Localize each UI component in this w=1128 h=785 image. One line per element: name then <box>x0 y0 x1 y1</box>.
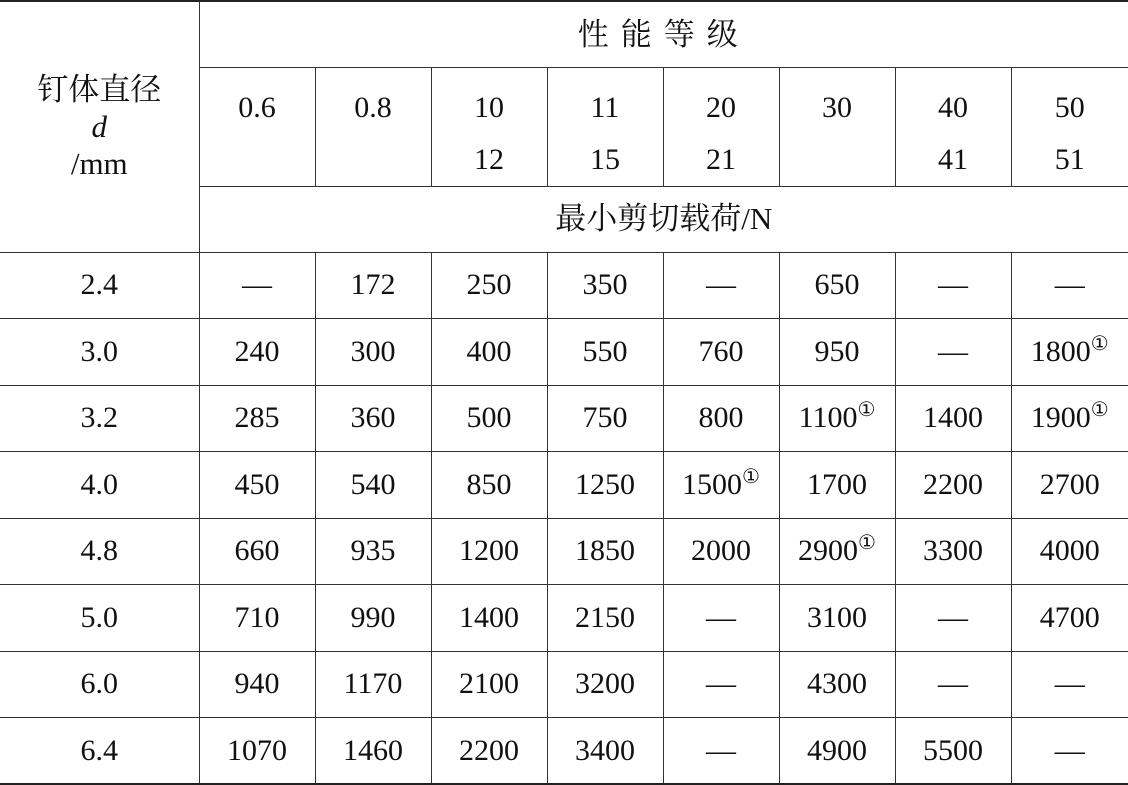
load-cell <box>1011 518 1128 585</box>
load-value: — <box>938 667 968 700</box>
load-cell <box>895 385 1011 452</box>
row-header-symbol: d <box>0 108 199 145</box>
load-value: 285 <box>235 401 280 434</box>
load-cell <box>663 651 779 718</box>
diameter-cell: 3.0 <box>0 319 199 386</box>
load-cell <box>663 452 779 519</box>
load-value: 500 <box>467 401 512 434</box>
load-cell <box>895 651 1011 718</box>
load-value: 3300 <box>923 534 983 567</box>
grade-value: 11 <box>548 82 663 134</box>
grade-value: 40 <box>896 82 1011 134</box>
load-cell <box>779 452 895 519</box>
grade-value: 0.8 <box>316 82 431 134</box>
load-cell <box>663 385 779 452</box>
load-value: 1400 <box>459 601 519 634</box>
load-value: 1850 <box>575 534 635 567</box>
load-cell <box>547 585 663 652</box>
diameter-cell: 6.4 <box>0 718 199 785</box>
load-value: 350 <box>583 268 628 301</box>
load-value: 1700 <box>807 468 867 501</box>
footnote-marker: ① <box>857 399 875 421</box>
footnote-marker: ① <box>858 532 876 554</box>
load-value: 850 <box>467 468 512 501</box>
diameter-cell: 5.0 <box>0 585 199 652</box>
load-cell <box>895 518 1011 585</box>
load-cell <box>1011 452 1128 519</box>
load-value: 4700 <box>1040 601 1100 634</box>
load-cell <box>547 385 663 452</box>
load-value: 250 <box>467 268 512 301</box>
min-shear-load-heading: 最小剪切载荷/N <box>199 186 1128 252</box>
load-cell <box>663 585 779 652</box>
grade-column-header <box>895 67 1011 186</box>
load-cell <box>1011 585 1128 652</box>
load-cell <box>431 319 547 386</box>
table-row <box>0 452 1128 519</box>
load-cell <box>779 319 895 386</box>
load-value: 1400 <box>923 401 983 434</box>
load-value: 2200 <box>923 468 983 501</box>
load-value: 1170 <box>344 667 403 700</box>
load-value: — <box>938 268 968 301</box>
row-header-diameter <box>0 1 199 252</box>
load-cell <box>663 518 779 585</box>
load-value: 3100 <box>807 601 867 634</box>
load-value: 3200 <box>575 667 635 700</box>
load-cell <box>779 518 895 585</box>
load-value: 950 <box>815 335 860 368</box>
load-cell <box>547 252 663 319</box>
load-cell <box>315 718 431 785</box>
footnote-marker: ① <box>1091 333 1109 355</box>
load-value: — <box>706 734 736 767</box>
grade-value: 50 <box>1012 82 1128 134</box>
load-cell <box>547 718 663 785</box>
load-value: 650 <box>815 268 860 301</box>
load-cell <box>663 252 779 319</box>
load-cell <box>431 651 547 718</box>
load-value: 1900 <box>1031 401 1091 434</box>
grade-column-header <box>431 67 547 186</box>
load-cell <box>1011 385 1128 452</box>
load-cell <box>779 718 895 785</box>
table-row <box>0 385 1128 452</box>
grade-column-header <box>315 67 431 186</box>
load-value: 750 <box>583 401 628 434</box>
load-cell <box>315 651 431 718</box>
load-value: — <box>938 335 968 368</box>
load-cell <box>431 385 547 452</box>
table-row <box>0 319 1128 386</box>
load-value: 1460 <box>343 734 403 767</box>
row-header-label: 钉体直径 <box>0 71 199 108</box>
load-value: — <box>938 601 968 634</box>
load-cell <box>315 252 431 319</box>
grade-column-header <box>663 67 779 186</box>
load-cell <box>547 452 663 519</box>
load-value: 990 <box>351 601 396 634</box>
load-value: 935 <box>351 534 396 567</box>
load-value: 1500 <box>682 468 742 501</box>
load-value: 2200 <box>459 734 519 767</box>
grade-value-alt: 15 <box>548 134 663 186</box>
grade-value: 20 <box>664 82 779 134</box>
load-cell <box>315 385 431 452</box>
load-cell <box>547 319 663 386</box>
diameter-cell: 4.0 <box>0 452 199 519</box>
load-cell <box>663 718 779 785</box>
load-value: 2000 <box>691 534 751 567</box>
load-cell <box>895 319 1011 386</box>
load-cell <box>779 252 895 319</box>
load-value: 540 <box>351 468 396 501</box>
grade-column-header <box>1011 67 1128 186</box>
grade-value: 10 <box>432 82 547 134</box>
diameter-cell: 4.8 <box>0 518 199 585</box>
load-cell <box>779 585 895 652</box>
load-cell <box>315 319 431 386</box>
load-cell <box>1011 651 1128 718</box>
load-cell <box>199 252 315 319</box>
load-value: 3400 <box>575 734 635 767</box>
load-value: 2900 <box>798 534 858 567</box>
grade-value-alt: 51 <box>1012 134 1128 186</box>
load-value: 360 <box>351 401 396 434</box>
load-value: 550 <box>583 335 628 368</box>
load-value: 4900 <box>807 734 867 767</box>
load-cell <box>1011 319 1128 386</box>
load-cell <box>431 452 547 519</box>
diameter-cell: 3.2 <box>0 385 199 452</box>
load-cell <box>895 585 1011 652</box>
grade-value-alt: 12 <box>432 134 547 186</box>
load-value: 2700 <box>1040 468 1100 501</box>
load-cell <box>199 452 315 519</box>
load-cell <box>199 718 315 785</box>
load-cell <box>315 518 431 585</box>
load-value: 940 <box>235 667 280 700</box>
load-cell <box>315 585 431 652</box>
table-row <box>0 252 1128 319</box>
grade-value: 0.6 <box>200 82 315 134</box>
load-value: 800 <box>699 401 744 434</box>
load-value: — <box>1055 734 1085 767</box>
load-value: — <box>706 601 736 634</box>
load-cell <box>1011 718 1128 785</box>
load-value: 1250 <box>575 468 635 501</box>
load-value: 660 <box>235 534 280 567</box>
load-cell <box>431 718 547 785</box>
load-cell <box>199 585 315 652</box>
load-cell <box>431 252 547 319</box>
load-cell <box>199 385 315 452</box>
performance-grade-heading: 性能等级 <box>199 1 1128 67</box>
table-row <box>0 718 1128 785</box>
load-value: 2100 <box>459 667 519 700</box>
load-value: 2150 <box>575 601 635 634</box>
footnote-marker: ① <box>742 466 760 488</box>
load-cell <box>431 585 547 652</box>
load-value: — <box>706 667 736 700</box>
grade-value-alt: 41 <box>896 134 1011 186</box>
load-value: 760 <box>699 335 744 368</box>
load-cell <box>779 651 895 718</box>
load-value: 1800 <box>1031 335 1091 368</box>
load-cell <box>895 452 1011 519</box>
load-cell <box>199 319 315 386</box>
load-cell <box>895 252 1011 319</box>
load-cell <box>431 518 547 585</box>
diameter-cell: 6.0 <box>0 651 199 718</box>
load-value: 4300 <box>807 667 867 700</box>
load-value: 240 <box>235 335 280 368</box>
grade-column-header <box>547 67 663 186</box>
load-value: 300 <box>351 335 396 368</box>
load-value: 172 <box>351 268 396 301</box>
load-cell <box>547 651 663 718</box>
table-row <box>0 518 1128 585</box>
load-value: 400 <box>467 335 512 368</box>
table-row <box>0 585 1128 652</box>
load-cell <box>315 452 431 519</box>
load-value: 1100 <box>799 401 858 434</box>
grade-column-header <box>779 67 895 186</box>
load-value: 1070 <box>227 734 287 767</box>
load-value: — <box>1055 268 1085 301</box>
load-cell <box>199 518 315 585</box>
load-cell <box>199 651 315 718</box>
diameter-cell: 2.4 <box>0 252 199 319</box>
row-header-unit: /mm <box>0 145 199 182</box>
load-value: — <box>1055 667 1085 700</box>
load-value: 5500 <box>923 734 983 767</box>
load-value: 1200 <box>459 534 519 567</box>
load-cell <box>663 319 779 386</box>
table-row <box>0 651 1128 718</box>
load-cell <box>779 385 895 452</box>
load-value: — <box>242 268 272 301</box>
footnote-marker: ① <box>1091 399 1109 421</box>
load-value: 4000 <box>1040 534 1100 567</box>
grade-value: 30 <box>780 82 895 134</box>
load-cell <box>547 518 663 585</box>
load-value: 710 <box>235 601 280 634</box>
load-cell <box>895 718 1011 785</box>
load-value: 450 <box>235 468 280 501</box>
load-value: — <box>706 268 736 301</box>
grade-value-alt: 21 <box>664 134 779 186</box>
grade-column-header <box>199 67 315 186</box>
load-cell <box>1011 252 1128 319</box>
